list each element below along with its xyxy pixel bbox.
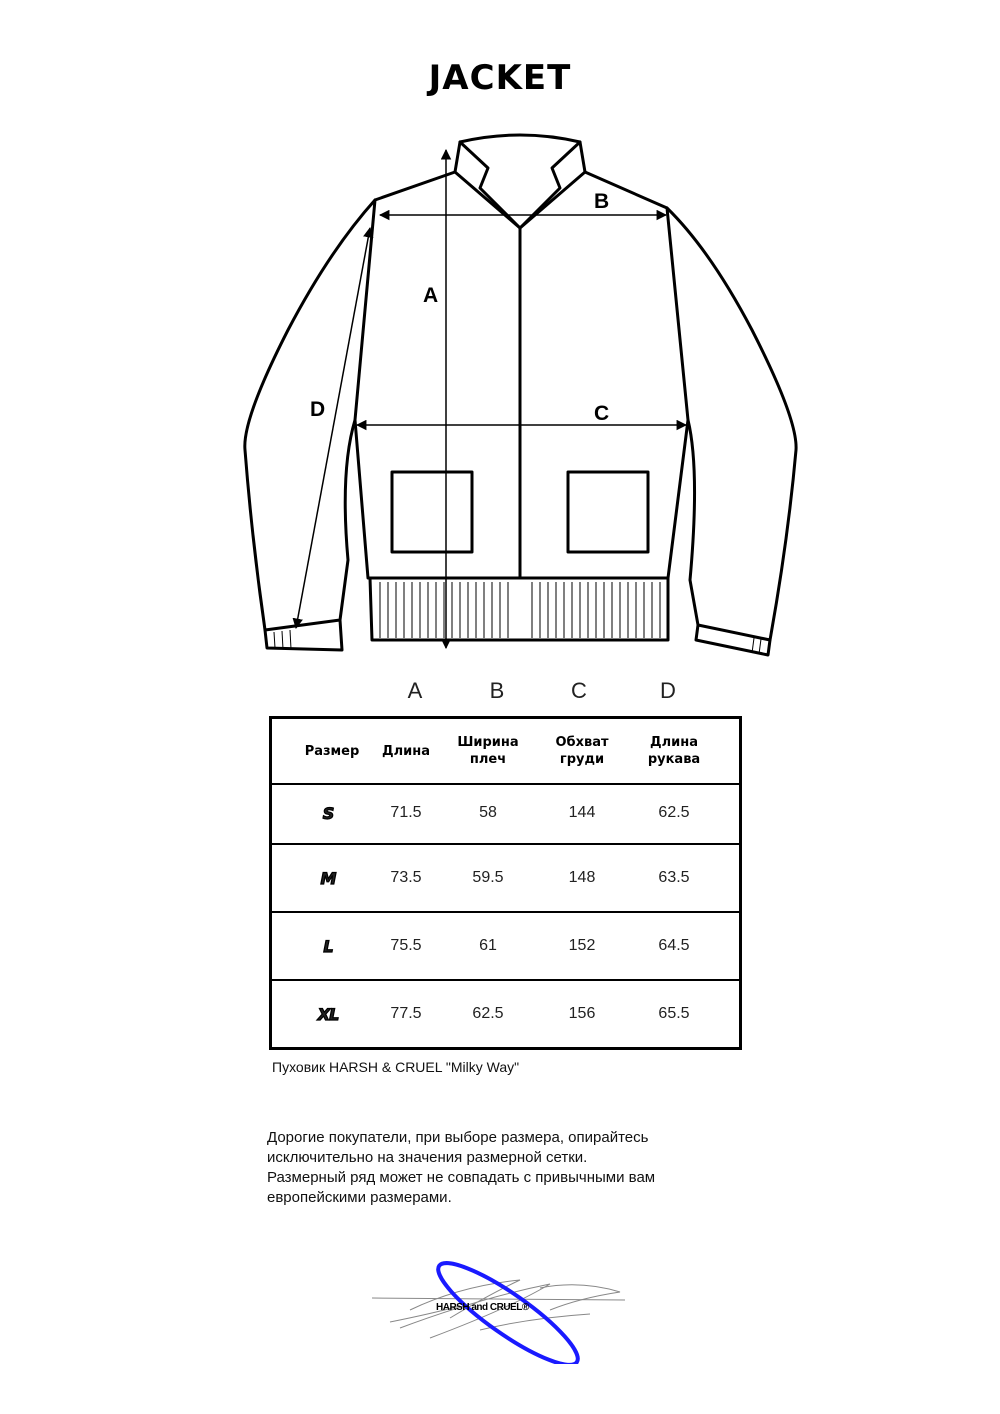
waistband <box>370 578 668 640</box>
size-s-label: S <box>322 803 334 823</box>
notice-line-4: европейскими размерами. <box>267 1189 452 1206</box>
notice-line-2: исключительно на значения размерной сетки. <box>267 1149 588 1166</box>
table-header-row <box>272 719 739 785</box>
left-pocket <box>392 472 472 552</box>
measure-d-line <box>296 228 370 628</box>
label-a: A <box>423 284 439 307</box>
sleeve-value: 65.5 <box>658 1005 690 1022</box>
sleeve-value: 64.5 <box>658 937 690 954</box>
size-xl-label: XL <box>317 1004 339 1024</box>
header-chest-line2: груди <box>559 752 605 767</box>
shoulder-value: 62.5 <box>472 1005 504 1022</box>
table-row <box>272 845 739 913</box>
page-title: JACKET <box>428 58 572 98</box>
size-m-label: M <box>320 868 336 888</box>
length-value: 73.5 <box>390 869 422 886</box>
notice-line-3: Размерный ряд может не совпадать с привычными вам <box>267 1169 656 1186</box>
length-value: 75.5 <box>390 937 422 954</box>
header-length: Длина <box>382 743 430 759</box>
header-chest <box>542 719 622 783</box>
label-c: C <box>594 402 610 425</box>
column-letter-b: B <box>489 678 505 703</box>
size-notice <box>267 1128 737 1208</box>
chest-value: 152 <box>568 937 596 954</box>
header-shoulder-line2: плеч <box>469 752 507 767</box>
header-shoulder <box>448 719 528 783</box>
column-letter-c: C <box>571 678 587 703</box>
chest-value: 144 <box>568 804 596 821</box>
column-letters <box>0 678 1000 708</box>
header-sleeve <box>634 719 714 783</box>
jacket-diagram <box>230 120 820 660</box>
brand-logo-text: HARSH and CRUEL® <box>436 1302 529 1313</box>
sleeve-value: 63.5 <box>658 869 690 886</box>
table-row <box>272 783 739 845</box>
chest-value: 156 <box>568 1005 596 1022</box>
size-table <box>269 716 742 1050</box>
size-l-label: L <box>323 936 333 956</box>
shoulder-value: 61 <box>479 937 497 954</box>
header-size: Размер <box>304 743 360 759</box>
label-b: B <box>594 190 610 213</box>
brand-logo <box>370 1258 630 1364</box>
product-caption: Пуховик HARSH & CRUEL "Milky Way" <box>272 1059 520 1075</box>
table-row <box>272 981 739 1047</box>
length-value: 71.5 <box>390 804 422 821</box>
column-letter-d: D <box>660 678 676 703</box>
chest-value: 148 <box>568 869 596 886</box>
shoulder-value: 58 <box>479 804 497 821</box>
notice-line-1: Дорогие покупатели, при выборе размера, опирайтесь <box>267 1129 649 1146</box>
length-value: 77.5 <box>390 1005 422 1022</box>
right-pocket <box>568 472 648 552</box>
sleeve-value: 62.5 <box>658 804 690 821</box>
header-chest-line1: Обхват <box>555 735 609 750</box>
header-shoulder-line1: Ширина <box>457 735 519 750</box>
header-sleeve-line1: Длина <box>650 735 698 750</box>
label-d: D <box>310 398 326 421</box>
table-row <box>272 913 739 981</box>
shoulder-value: 59.5 <box>472 869 504 886</box>
header-sleeve-line2: рукава <box>647 752 701 767</box>
column-letter-a: A <box>407 678 423 703</box>
